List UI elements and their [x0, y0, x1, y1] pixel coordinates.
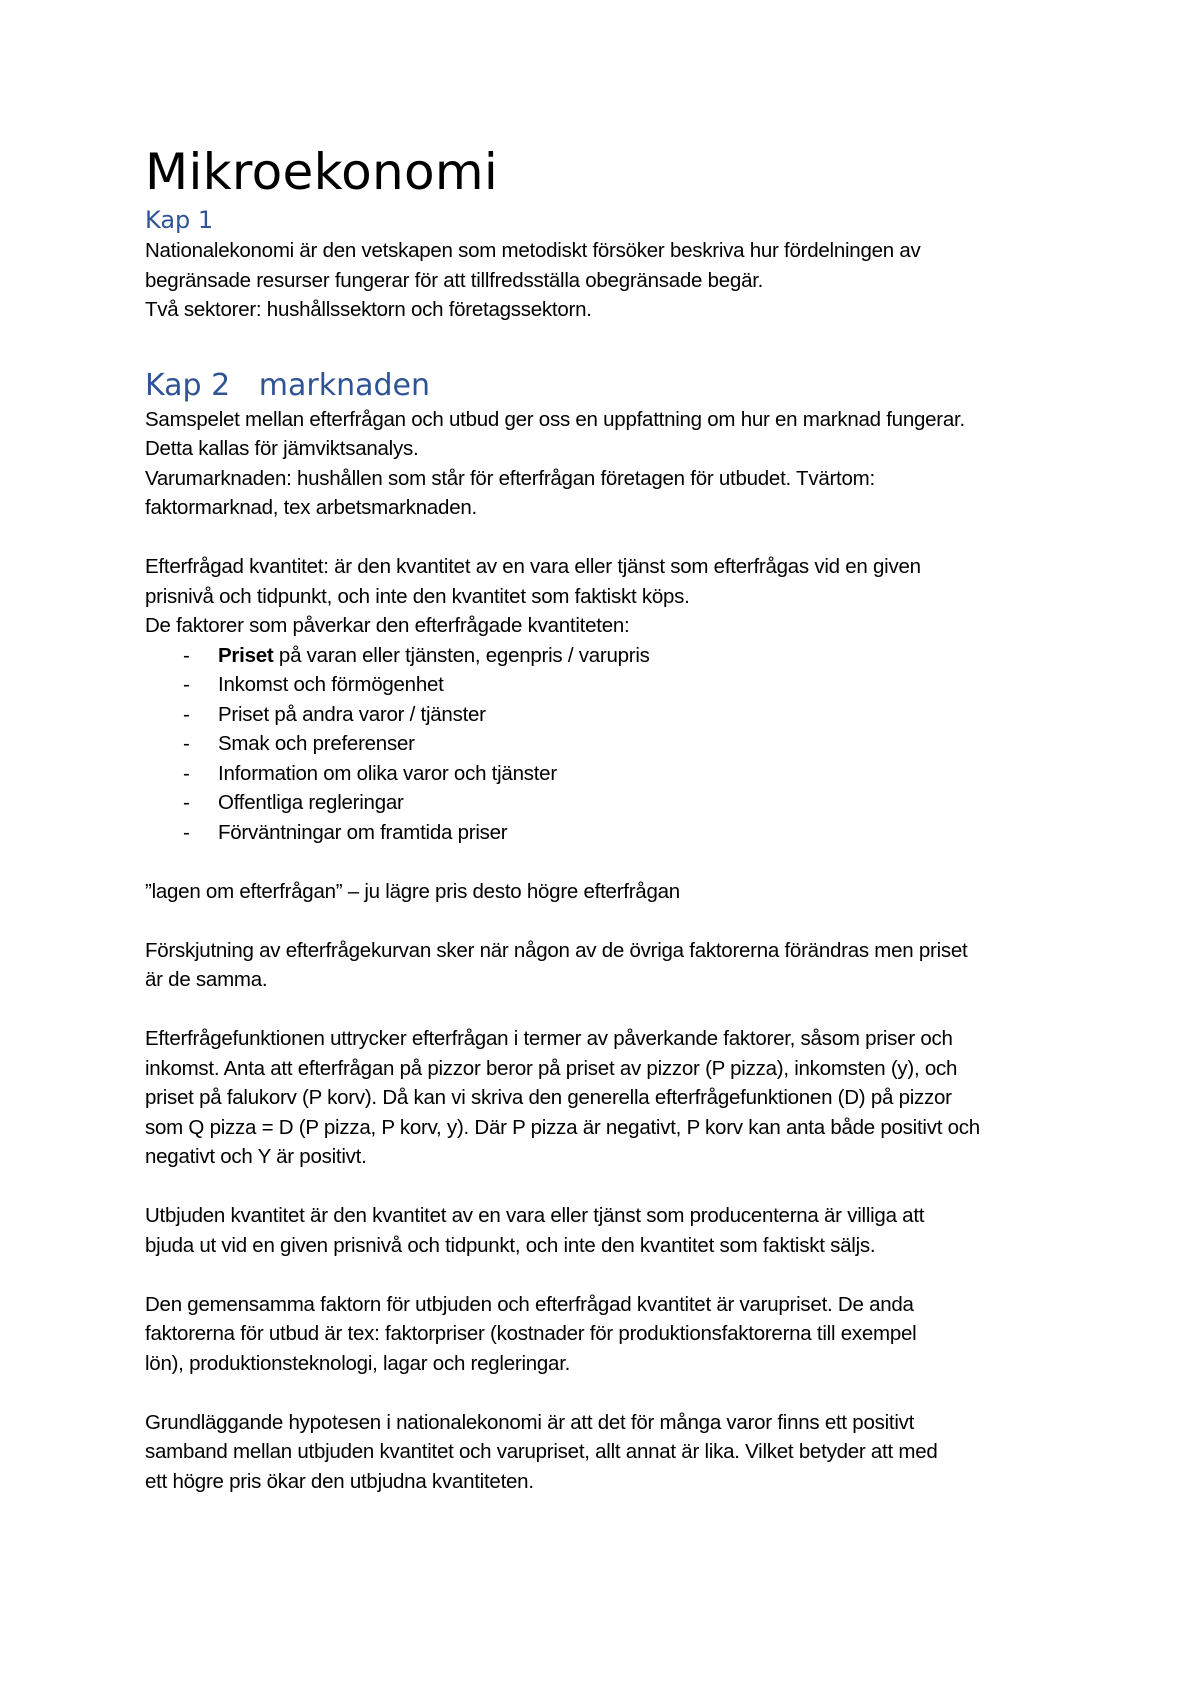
- heading-kap2: Kap 2 marknaden: [145, 367, 431, 403]
- utbjuden-line: bjuda ut vid en given prisnivå och tidpunkt, och inte den kvantitet som faktiskt säljs.: [145, 1233, 876, 1257]
- list-dash: -: [183, 761, 190, 785]
- spacer: [145, 995, 1065, 1025]
- gemensamma-line: Den gemensamma faktorn för utbjuden och efterfrågad kvantitet är varupriset. De anda: [145, 1292, 914, 1316]
- list-item: [145, 700, 1065, 730]
- list-item-text: Offentliga regleringar: [218, 791, 404, 814]
- list-dash: -: [183, 820, 190, 844]
- gemensamma-line: lön), produktionsteknologi, lagar och regleringar.: [145, 1351, 571, 1375]
- list-dash: -: [183, 673, 190, 696]
- priset-rest: på varan eller tjänsten, egenpris / varupris: [273, 643, 650, 667]
- spacer: [145, 325, 1065, 367]
- heading-kap1: Kap 1: [145, 206, 214, 234]
- list-item-text: Inkomst och förmögenhet: [218, 673, 444, 696]
- spacer: [145, 906, 1065, 936]
- spacer: [145, 523, 1065, 553]
- forskjutning-line: är de samma.: [145, 968, 268, 991]
- list-item: [145, 788, 1065, 818]
- kap2-intro-line: faktormarknad, tex arbetsmarknaden.: [145, 496, 477, 519]
- hypotesen-line: Grundläggande hypotesen i nationalekonomi är att det för många varor finns ett positivt: [145, 1410, 915, 1434]
- efterfragad-line: De faktorer som påverkar den efterfrågade kvantiteten:: [145, 614, 630, 637]
- kap2-intro-line: Samspelet mellan efterfrågan och utbud ger oss en uppfattning om hur en marknad fungerar.: [145, 407, 965, 431]
- list-item: [145, 729, 1065, 759]
- funktionen-line: som Q pizza = D (P pizza, P korv, y). Där P pizza är negativt, P korv kan anta både positivt och: [145, 1115, 980, 1139]
- list-dash: -: [183, 702, 190, 726]
- funktionen-line: inkomst. Anta att efterfrågan på pizzor beror på priset av pizzor (P pizza), inkomsten (y), och: [145, 1056, 958, 1080]
- spacer: [145, 1172, 1065, 1202]
- spacer: [145, 847, 1065, 877]
- list-dash: -: [183, 732, 190, 755]
- hypotesen-line: ett högre pris ökar den utbjudna kvantiteten.: [145, 1469, 534, 1493]
- lagen-line: ”lagen om efterfrågan” – ju lägre pris desto högre efterfrågan: [145, 879, 680, 903]
- efterfragad-line: prisnivå och tidpunkt, och inte den kvantitet som faktiskt köps.: [145, 584, 690, 608]
- kap2-intro-line: Varumarknaden: hushållen som står för efterfrågan företagen för utbudet. Tvärtom:: [145, 466, 875, 490]
- funktionen-line: Efterfrågefunktionen uttrycker efterfrågan i termer av påverkande faktorer, såsom priser och: [145, 1027, 953, 1050]
- list-item-text: Förväntningar om framtida priser: [218, 820, 508, 844]
- funktionen-line: priset på falukorv (P korv). Då kan vi skriva den generella efterfrågefunktionen (D) på pizzor: [145, 1086, 952, 1109]
- factors-list: [145, 641, 1065, 848]
- list-item: [145, 818, 1065, 848]
- list-dash: -: [183, 643, 190, 667]
- forskjutning-line: Förskjutning av efterfrågekurvan sker när någon av de övriga faktorerna förändras men priset: [145, 938, 968, 962]
- kap1-line: Nationalekonomi är den vetskapen som metodiskt försöker beskriva hur fördelningen av: [145, 239, 921, 262]
- hypotesen-line: samband mellan utbjuden kvantitet och varupriset, allt annat är lika. Vilket betyder att med: [145, 1440, 938, 1463]
- kap1-line: begränsade resurser fungerar för att tillfredsställa obegränsade begär.: [145, 268, 764, 292]
- list-item: [145, 641, 1065, 671]
- list-dash: -: [183, 791, 190, 814]
- document-title: Mikroekonomi: [145, 143, 499, 201]
- list-item-text: Priset på andra varor / tjänster: [218, 702, 486, 726]
- list-item: [145, 670, 1065, 700]
- list-item: [145, 759, 1065, 789]
- spacer: [145, 1260, 1065, 1290]
- spacer: [145, 1378, 1065, 1408]
- document-page: [145, 140, 1065, 1496]
- gemensamma-line: faktorerna för utbud är tex: faktorpriser (kostnader för produktionsfaktorerna till exempel: [145, 1322, 917, 1345]
- kap2-intro-line: Detta kallas för jämviktsanalys.: [145, 437, 419, 460]
- list-item-text: Information om olika varor och tjänster: [218, 761, 557, 785]
- priset-bold: Priset: [218, 643, 274, 667]
- kap1-line: Två sektorer: hushållssektorn och företagssektorn.: [145, 298, 592, 321]
- list-item-text: Smak och preferenser: [218, 732, 415, 755]
- funktionen-line: negativt och Y är positivt.: [145, 1145, 367, 1168]
- utbjuden-line: Utbjuden kvantitet är den kvantitet av en vara eller tjänst som producenterna är villiga att: [145, 1204, 925, 1227]
- efterfragad-line: Efterfrågad kvantitet: är den kvantitet av en vara eller tjänst som efterfrågas vid en given: [145, 555, 921, 578]
